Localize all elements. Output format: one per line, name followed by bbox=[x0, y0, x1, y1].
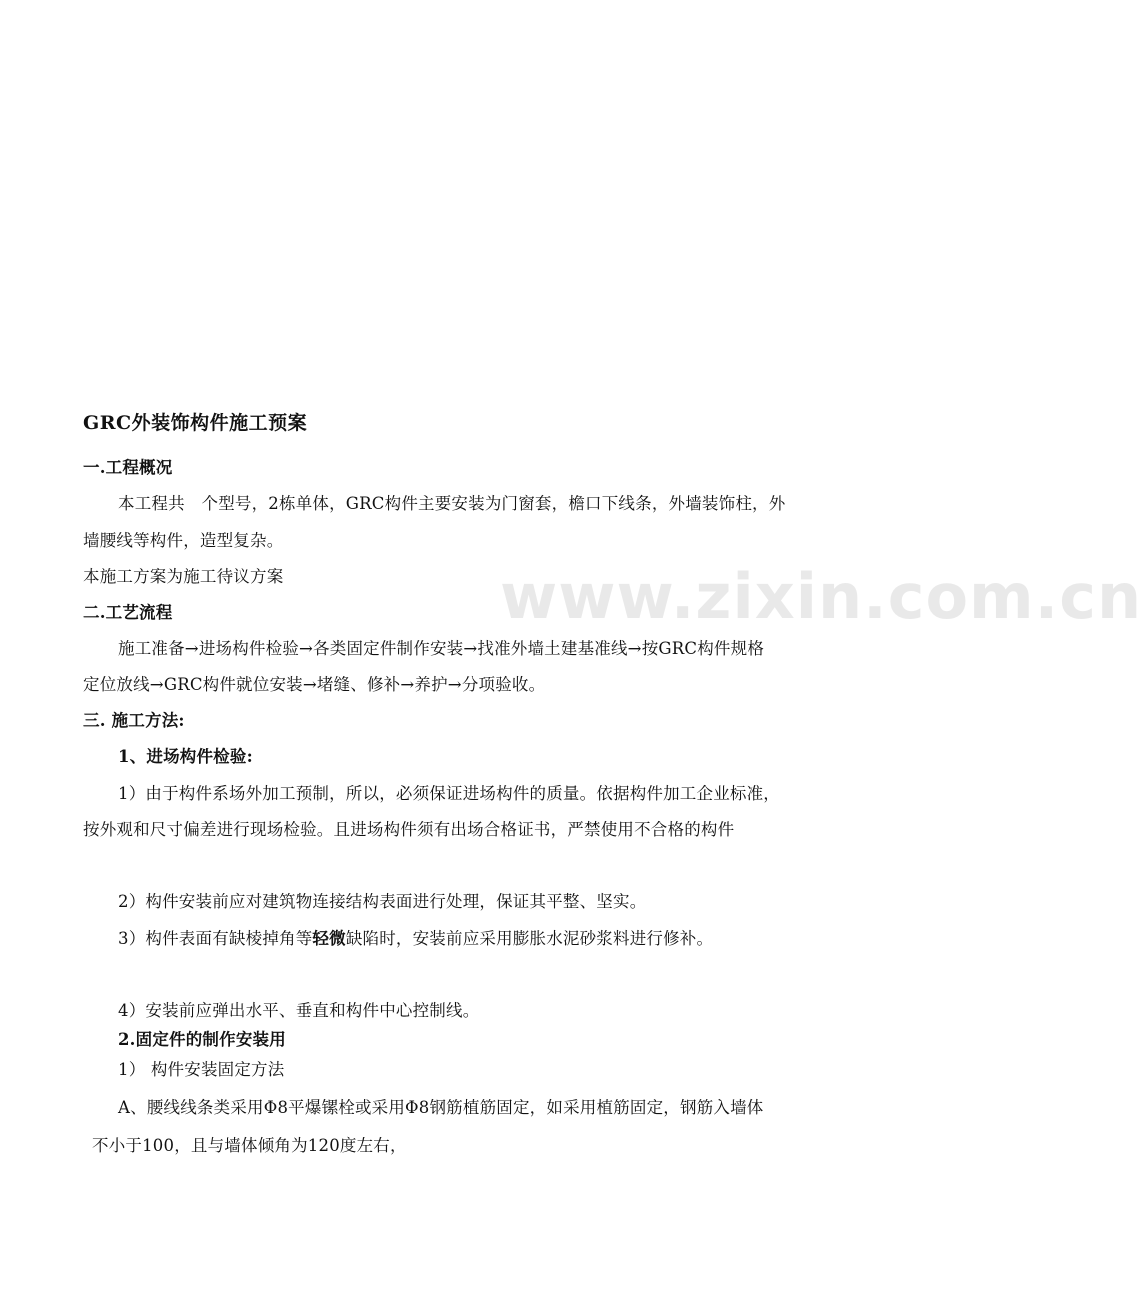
item3-text-post: 缺陷时，安装前应采用膨胀水泥砂浆料进行修补。 bbox=[345, 929, 714, 948]
section1-para1-line1: 本工程共 个型号，2栋单体，GRC构件主要安装为门窗套，檐口下线条，外墙装饰柱，外 bbox=[118, 494, 786, 513]
section1-para1-line2: 墙腰线等构件，造型复杂。 bbox=[83, 531, 284, 550]
item1-line1: 1）由于构件系场外加工预制，所以，必须保证进场构件的质量。依据构件加工企业标准， bbox=[118, 784, 780, 803]
section1-para2: 本施工方案为施工待议方案 bbox=[83, 567, 284, 586]
item4: 4）安装前应弹出水平、垂直和构件中心控制线。 bbox=[118, 1001, 480, 1020]
item2: 2）构件安装前应对建筑物连接结构表面进行处理，保证其平整、坚实。 bbox=[118, 892, 647, 911]
section2-line2: 定位放线→GRC构件就位安装→堵缝、修补→养护→分项验收。 bbox=[83, 675, 546, 694]
section3-heading: 三. 施工方法: bbox=[83, 711, 185, 730]
itemA-line1: A、腰线线条类采用Φ8平爆镙栓或采用Φ8钢筋植筋固定，如采用植筋固定，钢筋入墙体 bbox=[118, 1098, 764, 1117]
section2-heading: 二.工艺流程 bbox=[83, 603, 173, 622]
document-title: GRC外装饰构件施工预案 bbox=[83, 412, 308, 434]
item3-text-pre: 3）构件表面有缺棱掉角等 bbox=[118, 929, 313, 948]
subsection2-item1: 1） 构件安装固定方法 bbox=[118, 1060, 285, 1079]
section2-line1: 施工准备→进场构件检验→各类固定件制作安装→找准外墙土建基准线→按GRC构件规格 bbox=[118, 639, 765, 658]
item3 bbox=[118, 927, 713, 951]
subsection1-heading: 1、进场构件检验: bbox=[118, 747, 253, 766]
item3-text-bold: 轻微 bbox=[312, 929, 346, 948]
itemA-line2: 不小于100，且与墙体倾角为120度左右， bbox=[92, 1136, 407, 1155]
watermark: www.zixin.com.cn bbox=[500, 560, 1142, 633]
item1-line2: 按外观和尺寸偏差进行现场检验。且进场构件须有出场合格证书，严禁使用不合格的构件 bbox=[83, 820, 735, 839]
subsection2-heading: 2.固定件的制作安装用 bbox=[118, 1030, 286, 1049]
section1-heading: 一.工程概况 bbox=[83, 458, 173, 477]
